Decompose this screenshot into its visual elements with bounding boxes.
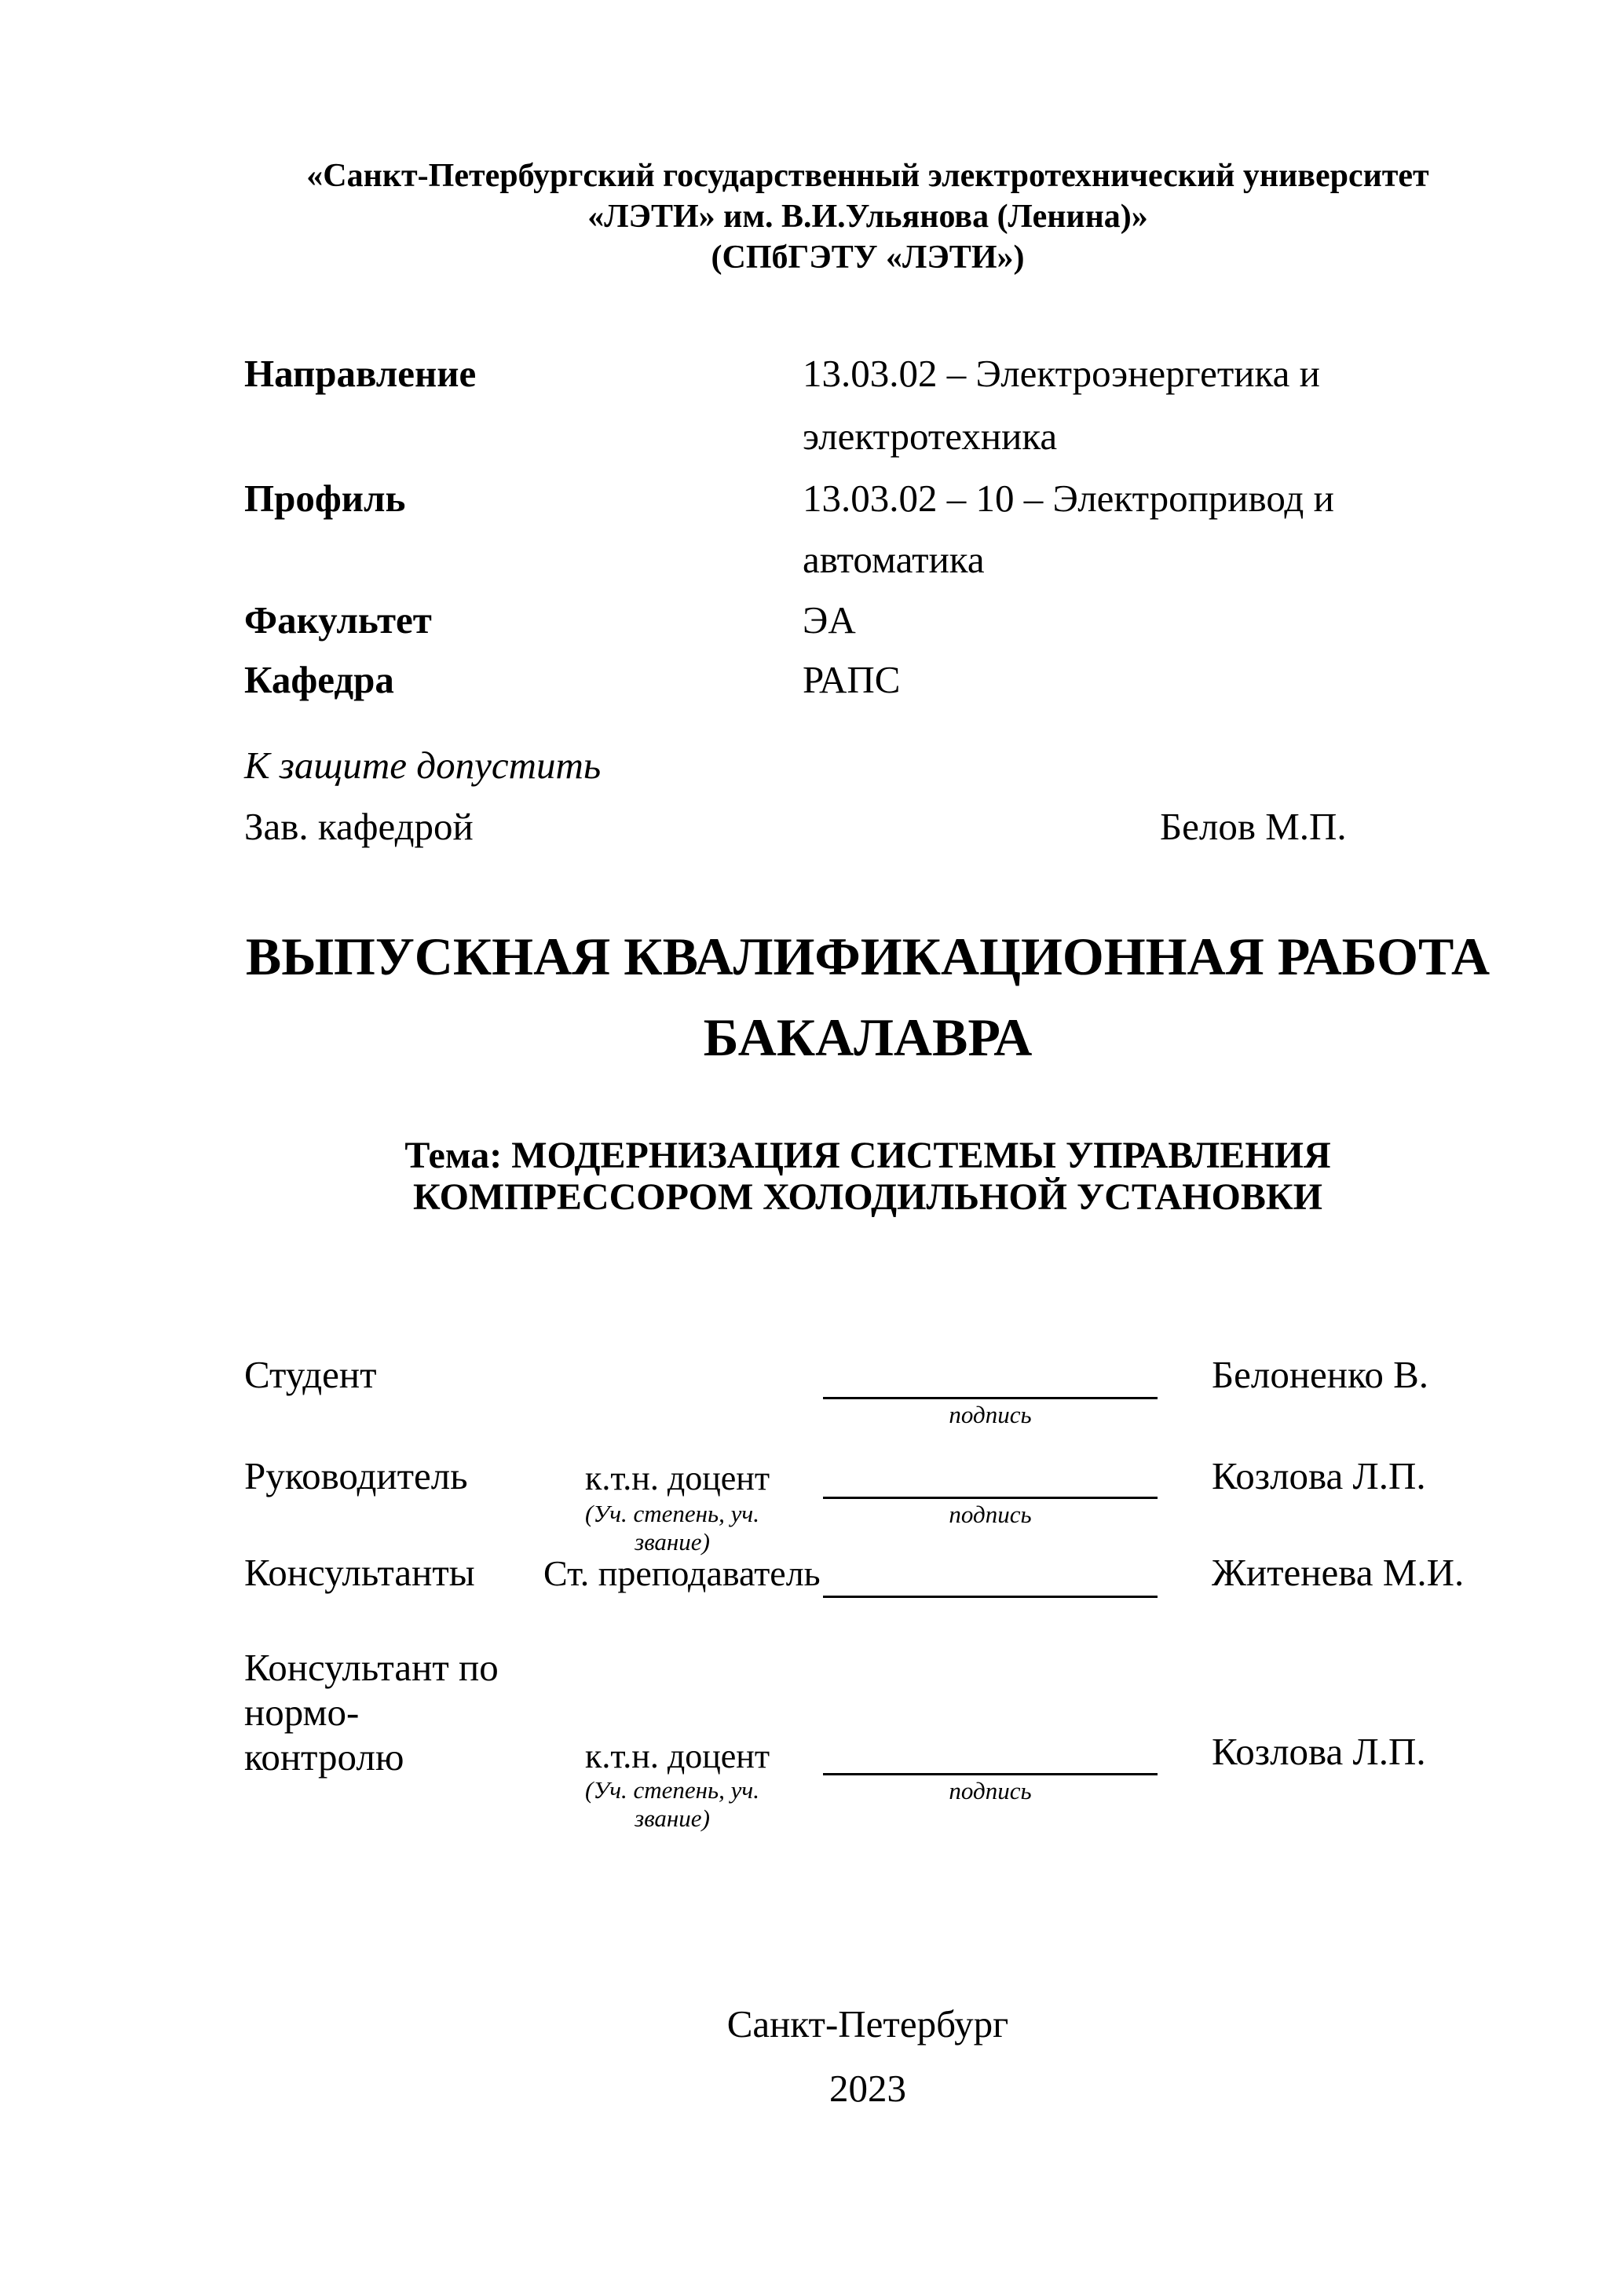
footer [244,1992,1491,2121]
supervisor-signature-line [823,1497,1158,1499]
profile-value-line-1: 13.03.02 – 10 – Электропривод и [803,477,1334,520]
university-name-line-1: «Санкт-Петербургский государственный электротехнический университет [306,158,1429,194]
department-label: Кафедра [244,658,394,701]
topic-line-2: КОМПРЕССОРОМ ХОЛОДИЛЬНОЙ УСТАНОВКИ [412,1176,1323,1218]
consultants-name: Житенева М.И. [1212,1551,1465,1594]
university-name-line-2: «ЛЭТИ» им. В.И.Ульянова (Ленина)» [587,199,1148,235]
student-name: Белоненко В. [1212,1353,1429,1396]
student-signature-caption: подпись [949,1401,1032,1428]
supervisor-role-label: Руководитель [244,1454,468,1497]
supervisor-degree-caption: (Уч. степень, уч. звание) [585,1500,759,1556]
supervisor-signature-caption: подпись [949,1501,1032,1528]
profile-value-line-2: автоматика [803,538,985,581]
direction-value-line-1: 13.03.02 – Электроэнергетика и [803,352,1320,395]
norm-control-signature-line [823,1773,1158,1775]
consultants-degree: Ст. преподаватель [543,1553,821,1593]
footer-city: Санкт-Петербург [726,2002,1009,2046]
norm-control-role-line-3: контролю [244,1735,404,1779]
university-abbreviation: (СПбГЭТУ «ЛЭТИ») [711,239,1025,276]
direction-label: Направление [244,352,477,395]
topic-title [244,1135,1491,1218]
student-role-label: Студент [244,1353,377,1396]
supervisor-name: Козлова Л.П. [1212,1454,1426,1497]
profile-label: Профиль [244,477,406,520]
department-head-name: Белов М.П. [1160,805,1347,848]
department-head-label: Зав. кафедрой [244,805,474,848]
norm-control-name: Козлова Л.П. [1212,1730,1426,1773]
footer-year: 2023 [829,2067,906,2110]
main-title-line-2: БАКАЛАВРА [703,1007,1033,1067]
norm-control-signature-caption: подпись [949,1777,1032,1804]
admission-approve-line: К защите допустить [244,744,602,787]
consultants-role-label: Консультанты [244,1551,475,1594]
university-header [244,155,1491,278]
norm-control-role-line-1: Консультант по [244,1646,499,1689]
consultants-signature-line [823,1596,1158,1598]
department-value: РАПС [803,658,901,701]
supervisor-degree: к.т.н. доцент [585,1459,770,1497]
student-signature-line [823,1397,1158,1399]
norm-control-degree: к.т.н. доцент [585,1737,770,1775]
norm-control-degree-caption: (Уч. степень, уч. звание) [585,1776,759,1832]
direction-value-line-2: электротехника [803,415,1058,458]
faculty-label: Факультет [244,598,432,642]
norm-control-role-label [244,1645,499,1779]
norm-control-role-line-2: нормо- [244,1691,360,1734]
topic-line-1: Тема: МОДЕРНИЗАЦИЯ СИСТЕМЫ УПРАВЛЕНИЯ [404,1135,1331,1176]
faculty-value: ЭА [803,598,856,642]
main-title-line-1: ВЫПУСКНАЯ КВАЛИФИКАЦИОННАЯ РАБОТА [245,927,1490,986]
main-title [244,916,1491,1078]
